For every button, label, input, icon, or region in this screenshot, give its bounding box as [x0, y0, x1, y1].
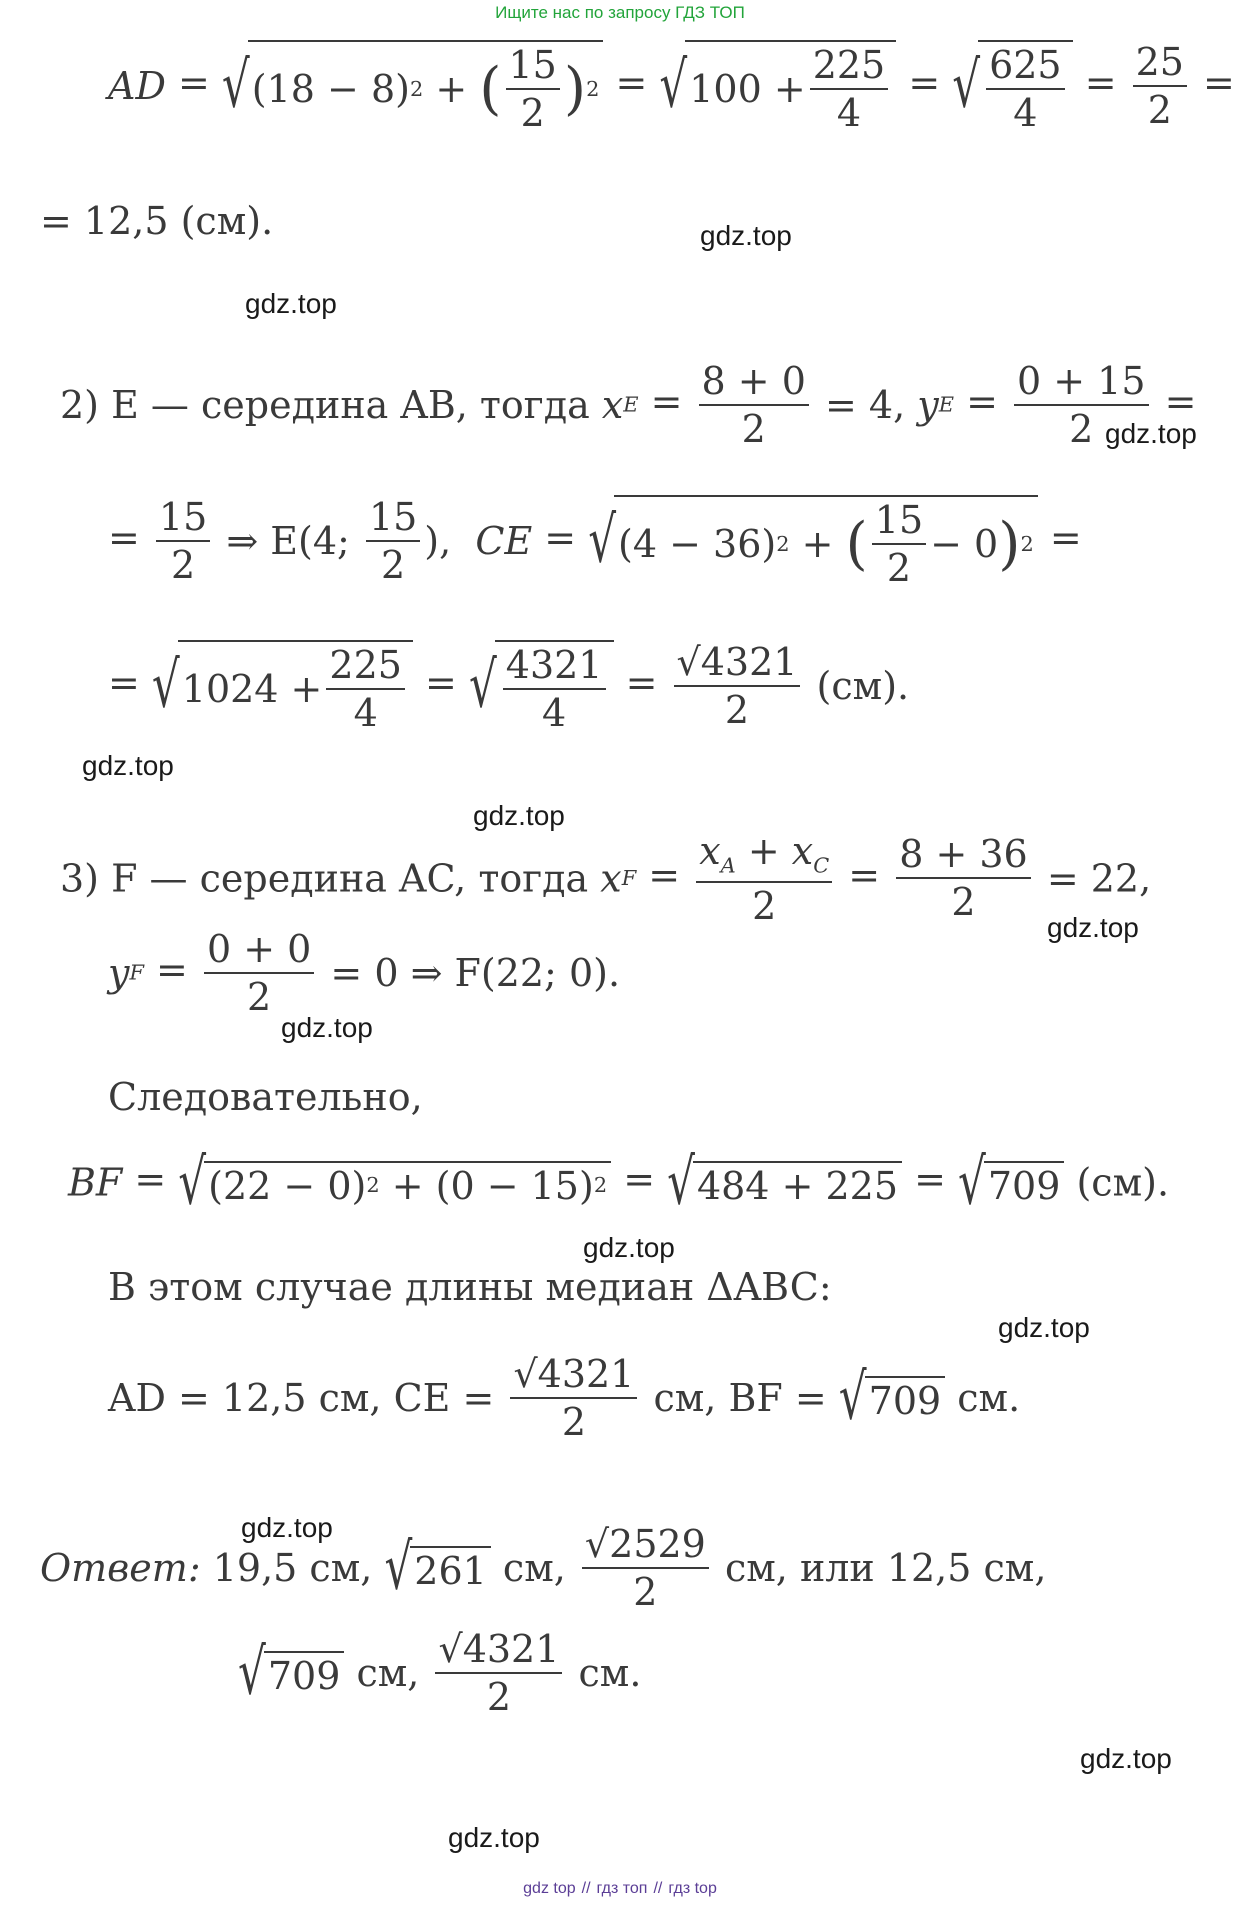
footer-separator: //: [653, 1880, 663, 1897]
sqrt: √ 709: [839, 1376, 945, 1420]
medians-values: AD = 12,5 см, CE = $\frac{√4321}{2}$ см, BF = √ 709 см.: [108, 1352, 1021, 1444]
watermark: gdz.top: [998, 1312, 1090, 1343]
sqrt: √ (4 − 36) 2 + ( $\frac{15}{2}$ − 0 ) 2: [588, 495, 1038, 587]
footer-link[interactable]: гдз топ: [596, 1880, 648, 1897]
watermark: gdz.top: [700, 220, 792, 251]
sqrt: √ 709: [238, 1651, 344, 1695]
watermark: gdz.top: [448, 1822, 540, 1853]
sqrt: √ $\frac{4321}{4}$: [469, 640, 614, 732]
sqrt: √ (18 − 8) 2 + ( $\frac{15}{2}$ ) 2: [222, 40, 603, 132]
medians-text: В этом случае длины медиан ΔABC:: [108, 1265, 832, 1309]
answer-line1: Ответ: 19,5 см, √ 261 см, $\frac{√2529}{2}$ см, или 12,5 см,: [40, 1522, 1047, 1614]
watermark: gdz.top: [1080, 1743, 1172, 1774]
bf-formula: BF = √ (22 − 0) 2 + (0 − 15) 2 = √ 484 + 225 = √ 709 (см).: [68, 1145, 1170, 1219]
conclusion-word: Следовательно,: [108, 1075, 423, 1119]
watermark: gdz.top: [281, 1012, 373, 1043]
watermark: gdz.top: [245, 288, 337, 319]
sqrt: √ 261: [384, 1546, 490, 1590]
watermark: gdz.top: [473, 800, 565, 831]
footer-link[interactable]: гдз top: [668, 1880, 717, 1897]
watermark: gdz.top: [1047, 912, 1139, 943]
step2-line3: = √ 1024 + $\frac{225}{4}$ = √ $\frac{4321}{4}$ = $\frac{√4321}{2}$ (см).: [108, 640, 910, 735]
step3-line2: yF = $\frac{0 + 0}{2}$ = 0 ⇒ F(22; 0).: [108, 927, 621, 1019]
watermark: gdz.top: [1105, 418, 1197, 449]
step2-line2: = $\frac{15}{2}$ ⇒ E(4; $\frac{15}{2}$ ), CE = √ (4 − 36) 2 + ( $\frac{15}{2}$ − 0 ) 2 =: [108, 495, 1082, 590]
sqrt: √ 100 + $\frac{225}{4}$: [659, 40, 896, 132]
sqrt: √ 484 + 225: [667, 1161, 902, 1205]
watermark: gdz.top: [82, 750, 174, 781]
footer-link[interactable]: gdz top: [523, 1880, 576, 1897]
watermark: gdz.top: [583, 1232, 675, 1263]
sqrt: √ (22 − 0) 2 + (0 − 15) 2: [178, 1161, 611, 1205]
ad-result: = 12,5 (см).: [40, 199, 274, 243]
sqrt: √ $\frac{625}{4}$: [952, 40, 1072, 132]
footer-separator: //: [581, 1880, 591, 1897]
answer-line2: √ 709 см, $\frac{√4321}{2}$ см.: [238, 1627, 642, 1719]
sqrt: √ 709: [958, 1161, 1064, 1205]
ad-formula: AD = √ (18 − 8) 2 + ( $\frac{15}{2}$ ) 2 = √ 100 + $\frac{225}{4}$ = √ $\frac{625}{4}$ = $\frac{25}{2}$ =: [108, 40, 1235, 135]
watermark: gdz.top: [241, 1512, 333, 1543]
step2-line1: 2) E — середина AB, тогда xE = $\frac{8 + 0}{2}$ = 4, yE = $\frac{0 + 15}{2}$ =: [60, 359, 1197, 451]
step3-line1: 3) F — середина AC, тогда xF = $\frac{x_A + x_C}{2}$ = $\frac{8 + 36}{2}$ = 22,: [60, 829, 1152, 928]
footer-links: [0, 1880, 1240, 1898]
search-hint[interactable]: Ищите нас по запросу ГДЗ ТОП: [495, 3, 745, 22]
sqrt: √ 1024 + $\frac{225}{4}$: [152, 640, 413, 732]
